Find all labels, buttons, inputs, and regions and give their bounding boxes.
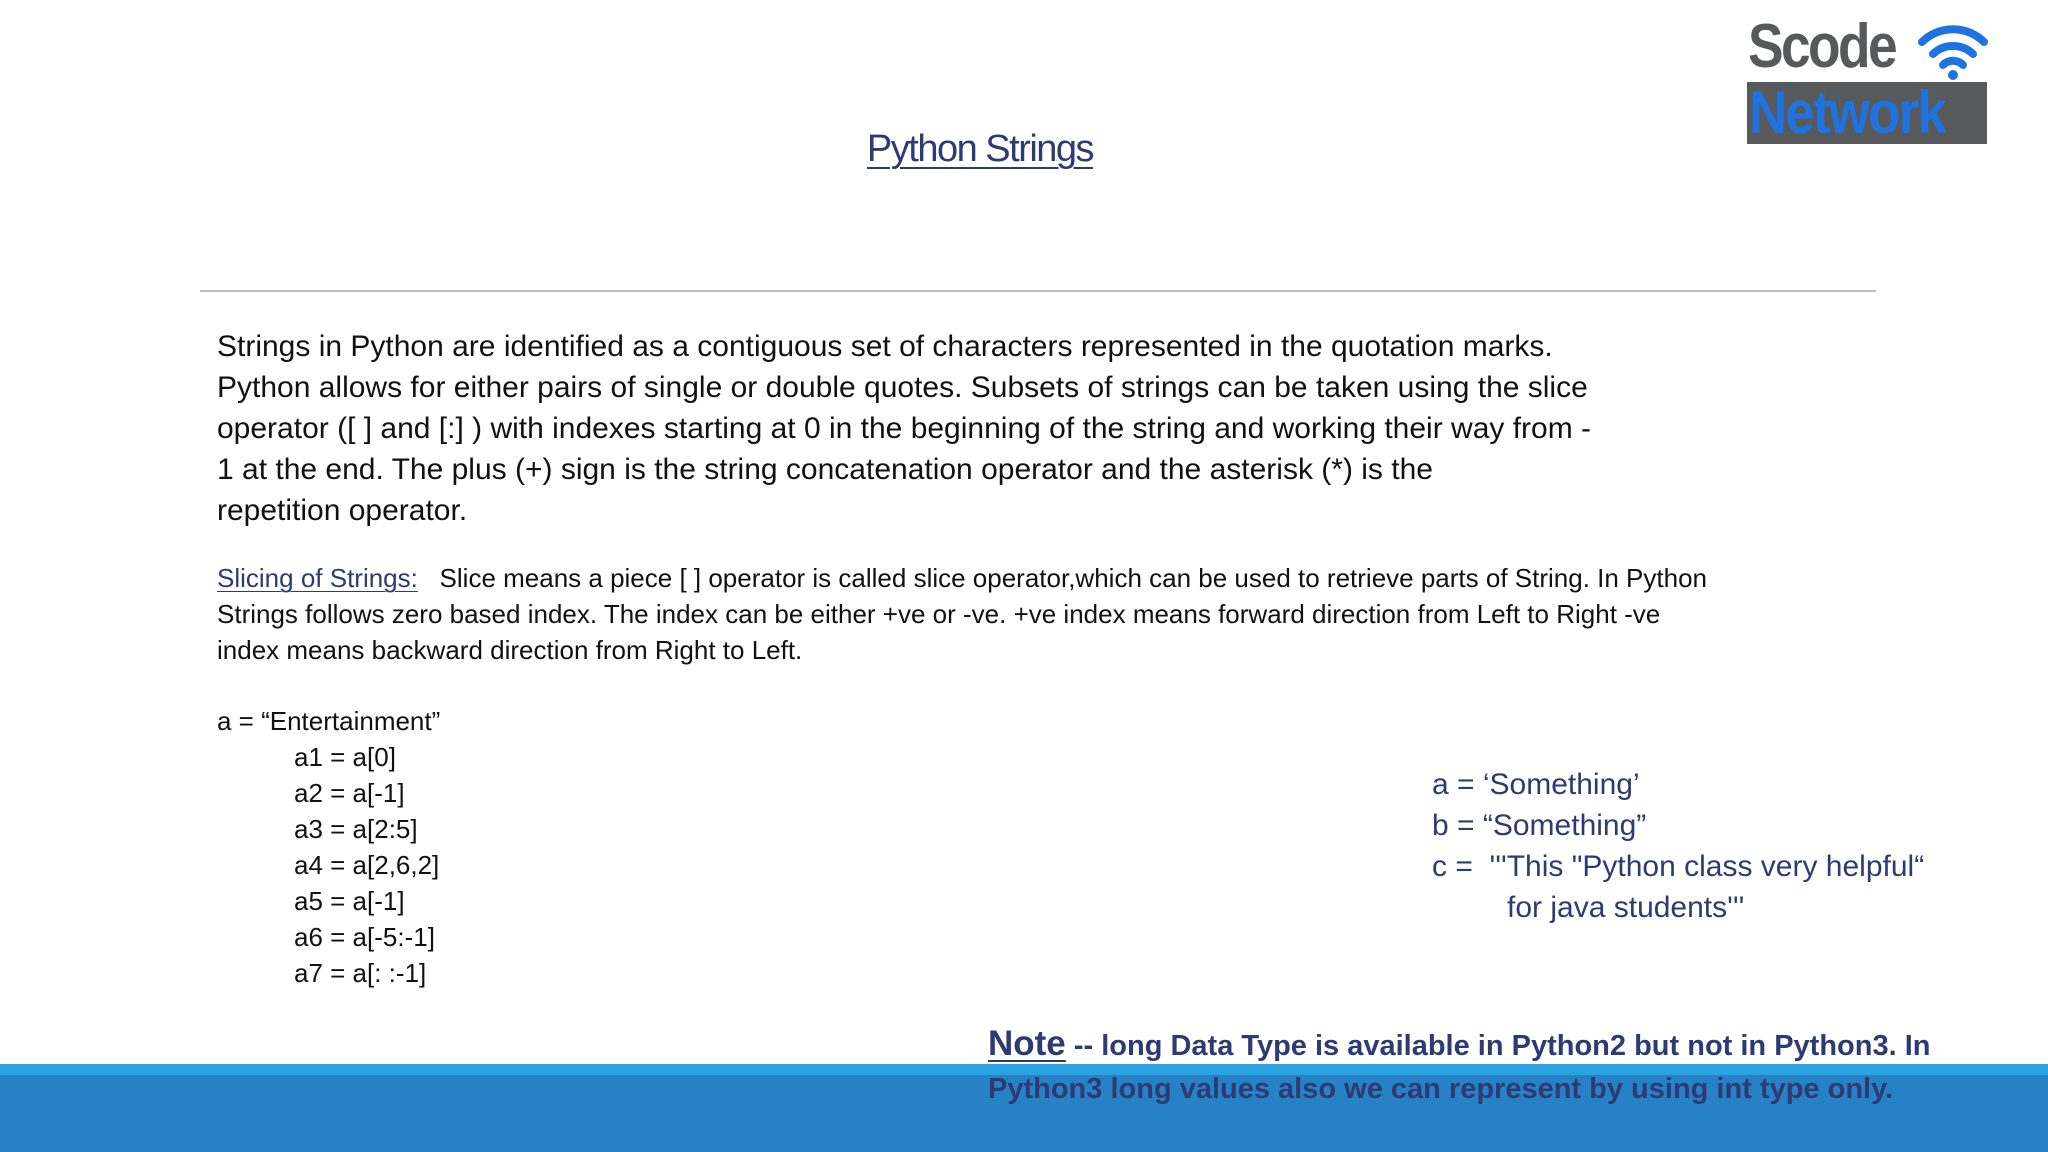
- example-line: c = '''This "Python class very helpful“: [1432, 850, 1925, 883]
- wifi-icon: [1916, 16, 1990, 82]
- slicing-line: Slice means a piece [ ] operator is called slice operator,which can be used to retrieve parts of String. In Python: [439, 563, 1707, 593]
- quote-examples: [1432, 764, 1924, 928]
- scode-network-logo: [1744, 10, 1994, 150]
- slicing-line: Strings follows zero based index. The index can be either +ve or -ve. +ve index means forward direction from Left to Right -ve: [217, 599, 1661, 629]
- slicing-paragraph: [217, 560, 1897, 668]
- intro-line: operator ([ ] and [:] ) with indexes starting at 0 in the beginning of the string and working their way from -: [217, 412, 1592, 445]
- example-line: for java students''': [1432, 891, 1745, 924]
- code-assignment: a = “Entertainment”: [217, 706, 441, 736]
- code-line: a4 = a[2,6,2]: [294, 850, 440, 880]
- slide-title: Python Strings: [866, 128, 1094, 170]
- intro-line: Strings in Python are identified as a contiguous set of characters represented in the quotation marks.: [217, 330, 1553, 363]
- example-line: b = “Something”: [1432, 809, 1647, 842]
- title-divider: [200, 290, 1876, 292]
- slicing-line: index means backward direction from Right to Left.: [217, 635, 803, 665]
- slicing-first-line: [217, 560, 1897, 596]
- logo-bottom-text: Network: [1749, 79, 1945, 146]
- slicing-heading: Slicing of Strings:: [217, 563, 418, 593]
- code-line: a1 = a[0]: [294, 742, 396, 772]
- slice-code-block: [217, 703, 440, 991]
- logo-top-text: Scode: [1748, 12, 1896, 81]
- code-line: a5 = a[-1]: [294, 886, 405, 916]
- intro-line: 1 at the end. The plus (+) sign is the string concatenation operator and the asterisk (*) is the: [217, 453, 1433, 486]
- code-line: a2 = a[-1]: [294, 778, 405, 808]
- intro-line: repetition operator.: [217, 494, 468, 527]
- example-line: a = ‘Something’: [1432, 768, 1640, 801]
- note-line-2: Python3 long values also we can represent by using int type only.: [988, 1073, 1894, 1105]
- code-line: a6 = a[-5:-1]: [294, 922, 435, 952]
- intro-line: Python allows for either pairs of single or double quotes. Subsets of strings can be taken using the slice: [217, 371, 1588, 404]
- code-line: a3 = a[2:5]: [294, 814, 418, 844]
- slicing-gap: [418, 563, 440, 593]
- code-line: a7 = a[: :-1]: [294, 958, 427, 988]
- note-text: -- long Data Type is available in Python2 but not in Python3. In: [1065, 1030, 1931, 1062]
- intro-paragraph: [217, 326, 1717, 531]
- note-line-1: [988, 1022, 2038, 1068]
- note-label: Note: [988, 1024, 1066, 1063]
- note-box: [988, 1022, 2038, 1111]
